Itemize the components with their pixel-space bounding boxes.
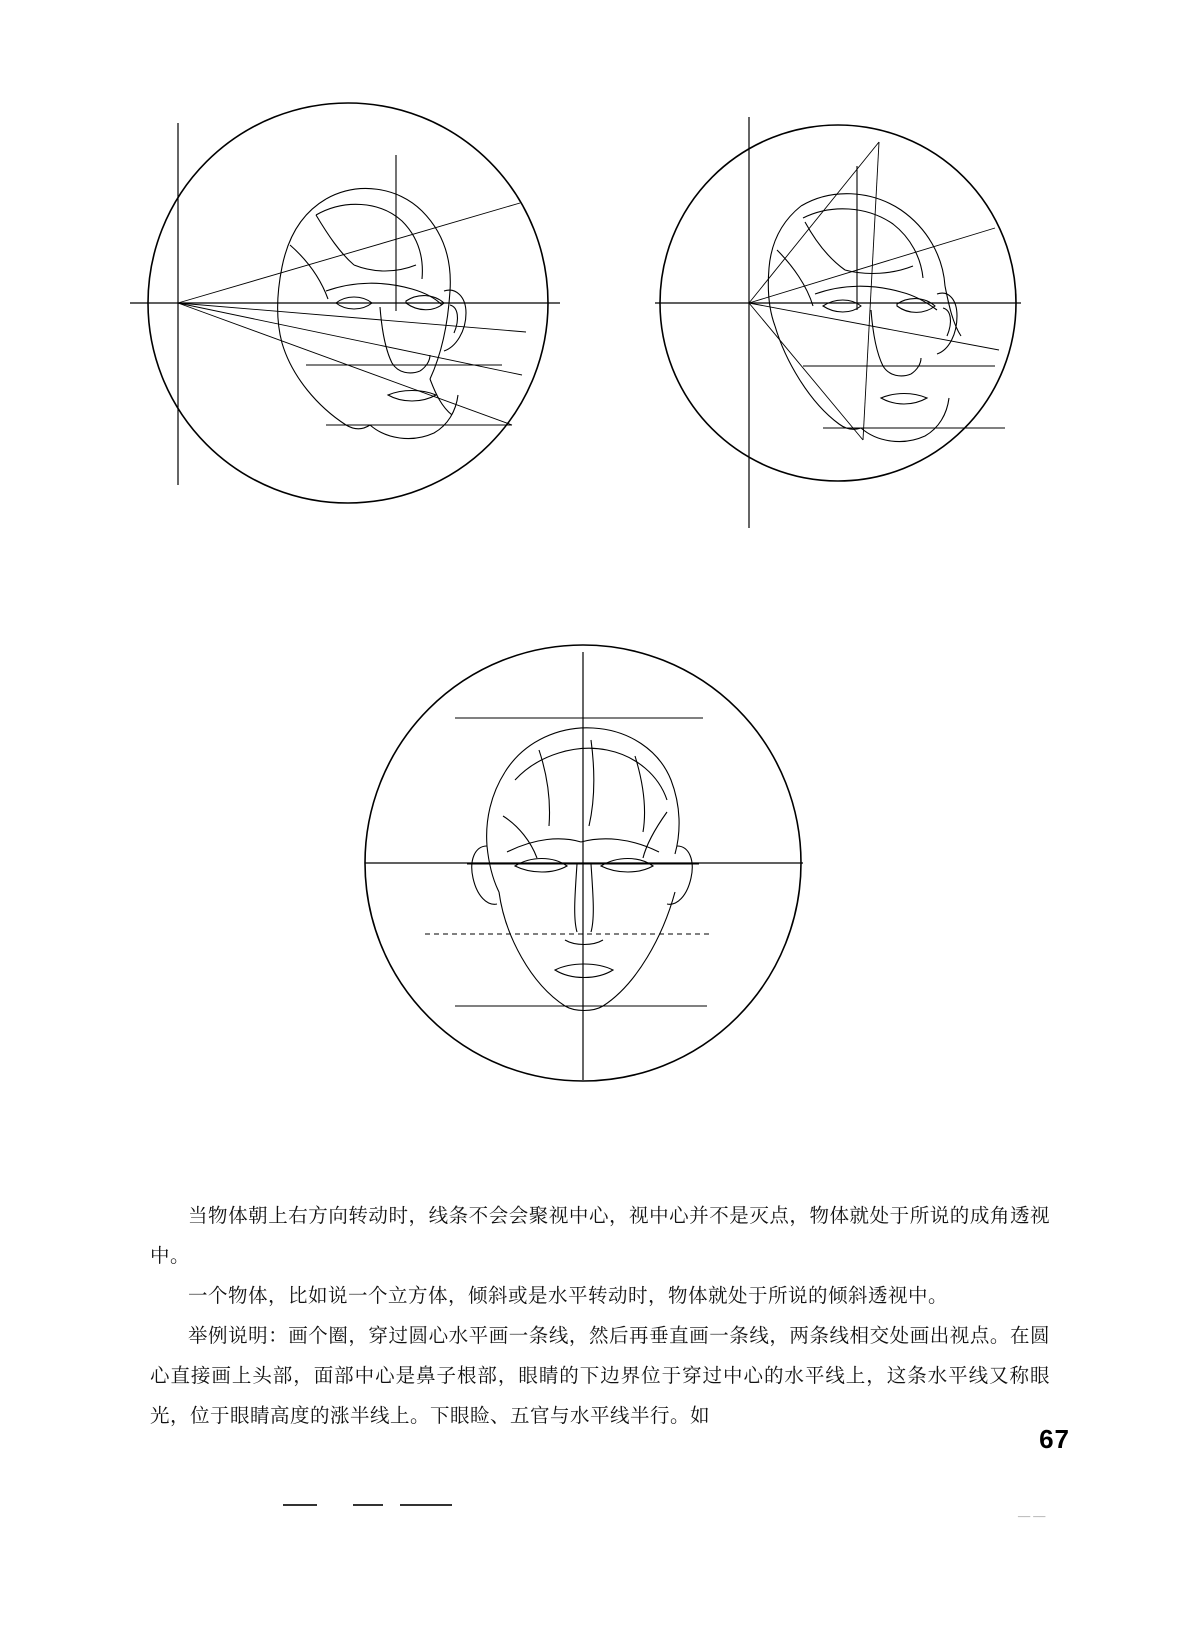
footer-marks: [0, 1494, 1192, 1528]
paragraph-2: 一个物体，比如说一个立方体，倾斜或是水平转动时，物体就处于所说的倾斜透视中。: [188, 1284, 949, 1307]
footer-dash-2: [353, 1504, 383, 1506]
figure-3-drawing: [355, 640, 815, 1100]
figure-2-drawing: [655, 110, 1027, 540]
paragraph-1: 当物体朝上右方向转动时，线条不会会聚视中心，视中心并不是灭点，物体就处于所说的成角透视中。: [150, 1204, 1050, 1267]
figure-head-perspective-right-turn: [655, 110, 1027, 540]
body-text: [150, 1196, 1050, 1436]
page-number: 67: [1039, 1424, 1070, 1454]
figure-head-perspective-left-turn: [130, 95, 570, 525]
figure-head-perspective-frontal: [355, 640, 815, 1100]
footer-mark-right: ¯¯ ¯¯: [1018, 1516, 1046, 1528]
footer-dash-1: [283, 1504, 317, 1506]
paragraph-3: 举例说明：画个圈，穿过圆心水平画一条线，然后再垂直画一条线，两条线相交处画出视点。在圆心直接画上头部，面部中心是鼻子根部，眼睛的下边界位于穿过中心的水平线上，这条水平线又称眼光，位于眼睛高度的涨半线上。下眼睑、五官与水平线半行。如: [150, 1324, 1050, 1427]
footer-dash-3: [400, 1504, 452, 1506]
figure-1-drawing: [130, 95, 570, 525]
